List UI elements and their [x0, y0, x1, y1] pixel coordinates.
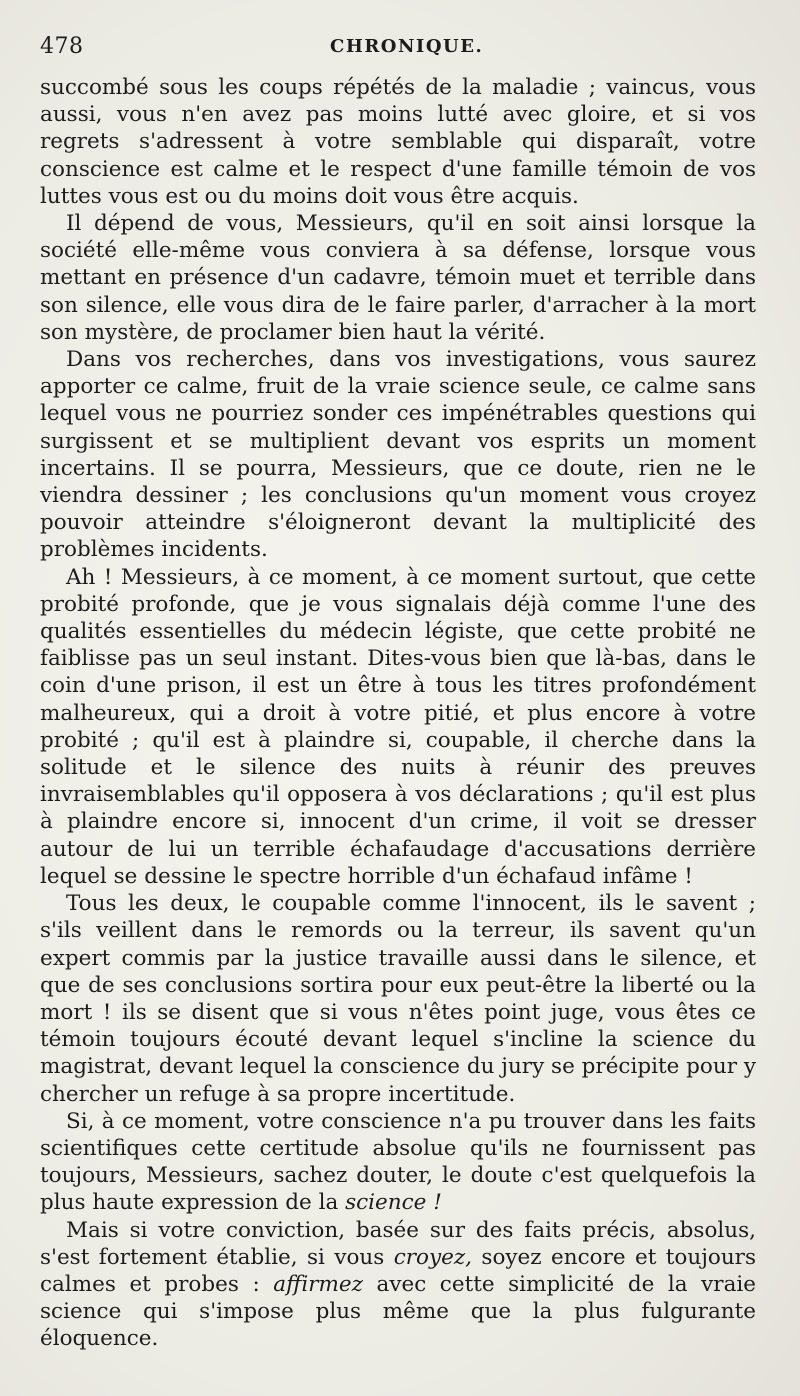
paragraph-4-text: Ah ! Messieurs, à ce moment, à ce moment surtout, que cette probité profonde, que je vous signalais déjà comme l'une des qualités essentielles du médecin légiste, que cette probité ne faiblisse pas un seul instant. Dites-vous bien que là-bas, dans le coin d'une prison, il est un être à tous les titres profondément malheureux, qui a droit à votre pitié, et plus encore à votre probité ; qu'il est à plaindre si, coupable, il cherche dans la solitude et le silence des nuits à réunir des preuves invraisemblables qu'il opposera à vos déclarations ; qu'il est plus à plaindre encore si, innocent d'un crime, il voit se dresser autour de lui un terrible échafaudage d'accusations derrière lequel se dessine le spectre horrible d'un échafaud infâme ! [40, 564, 756, 889]
paragraph-1 [40, 74, 756, 210]
paragraph-6-emphasis: science ! [345, 1190, 442, 1216]
paragraph-6-text: Si, à ce moment, votre conscience n'a pu trouver dans les faits scientifiques cette certitude absolue qu'ils ne fournissent pas toujours, Messieurs, sachez douter, le doute c'est quelquefois la plus haute expression de la [40, 1108, 756, 1216]
body-text [40, 74, 756, 1353]
paragraph-5-text: Tous les deux, le coupable comme l'innocent, ils le savent ; s'ils veillent dans le remords ou la terreur, ils savent qu'un expert commis par la justice travaille aussi dans le silence, et que de ses conclusions sortira pour eux peut-être la liberté ou la mort ! ils se disent que si vous n'êtes point juge, vous êtes ce témoin toujours écouté devant lequel s'incline la science du magistrat, devant lequel la conscience du jury se précipite pour y chercher un refuge à sa propre incertitude. [40, 891, 756, 1107]
paragraph-3-text: Dans vos recherches, dans vos investigations, vous saurez apporter ce calme, fruit de la vraie science seule, ce calme sans lequel vous ne pourriez sonder ces impénétrables questions qui surgissent et se multiplient devant vos esprits un moment incertains. Il se pourra, Messieurs, que ce doute, rien ne le viendra dessiner ; les conclusions qu'un moment vous croyez pouvoir atteindre s'éloigneront devant la multiplicité des problèmes incidents. [40, 347, 756, 563]
paragraph-7-text-b: soyez encore et toujours calmes et probes : [40, 1244, 756, 1297]
paragraph-4 [40, 564, 756, 890]
paragraph-6 [40, 1108, 756, 1217]
paragraph-2 [40, 210, 756, 346]
page-header [40, 30, 756, 74]
paragraph-5 [40, 890, 756, 1108]
paragraph-7-emphasis-a: croyez, [393, 1244, 473, 1270]
paragraph-7-text-a: Mais si votre conviction, basée sur des faits précis, absolus, s'est fortement établie, si vous [40, 1217, 756, 1270]
paragraph-3 [40, 346, 756, 564]
paragraph-7-emphasis-b: affirmez [273, 1271, 363, 1297]
paragraph-1-text: succombé sous les coups répétés de la maladie ; vaincus, vous aussi, vous n'en avez pas moins lutté avec gloire, et si vos regrets s'adressent à votre semblable qui disparaît, votre conscience est calme et le respect d'une famille témoin de vos luttes vous est ou du moins doit vous être acquis. [40, 75, 756, 209]
running-title: CHRONIQUE. [330, 36, 484, 57]
paragraph-7-text-c: avec cette simplicité de la vraie science qui s'impose plus même que la plus fulgurante éloquence. [40, 1271, 756, 1352]
paragraph-7 [40, 1217, 756, 1353]
paragraph-2-text: Il dépend de vous, Messieurs, qu'il en soit ainsi lorsque la société elle-même vous conviera à sa défense, lorsque vous mettant en présence d'un cadavre, témoin muet et terrible dans son silence, elle vous dira de le faire parler, d'arracher à la mort son mystère, de proclamer bien haut la vérité. [40, 211, 756, 345]
page-number: 478 [40, 34, 84, 59]
